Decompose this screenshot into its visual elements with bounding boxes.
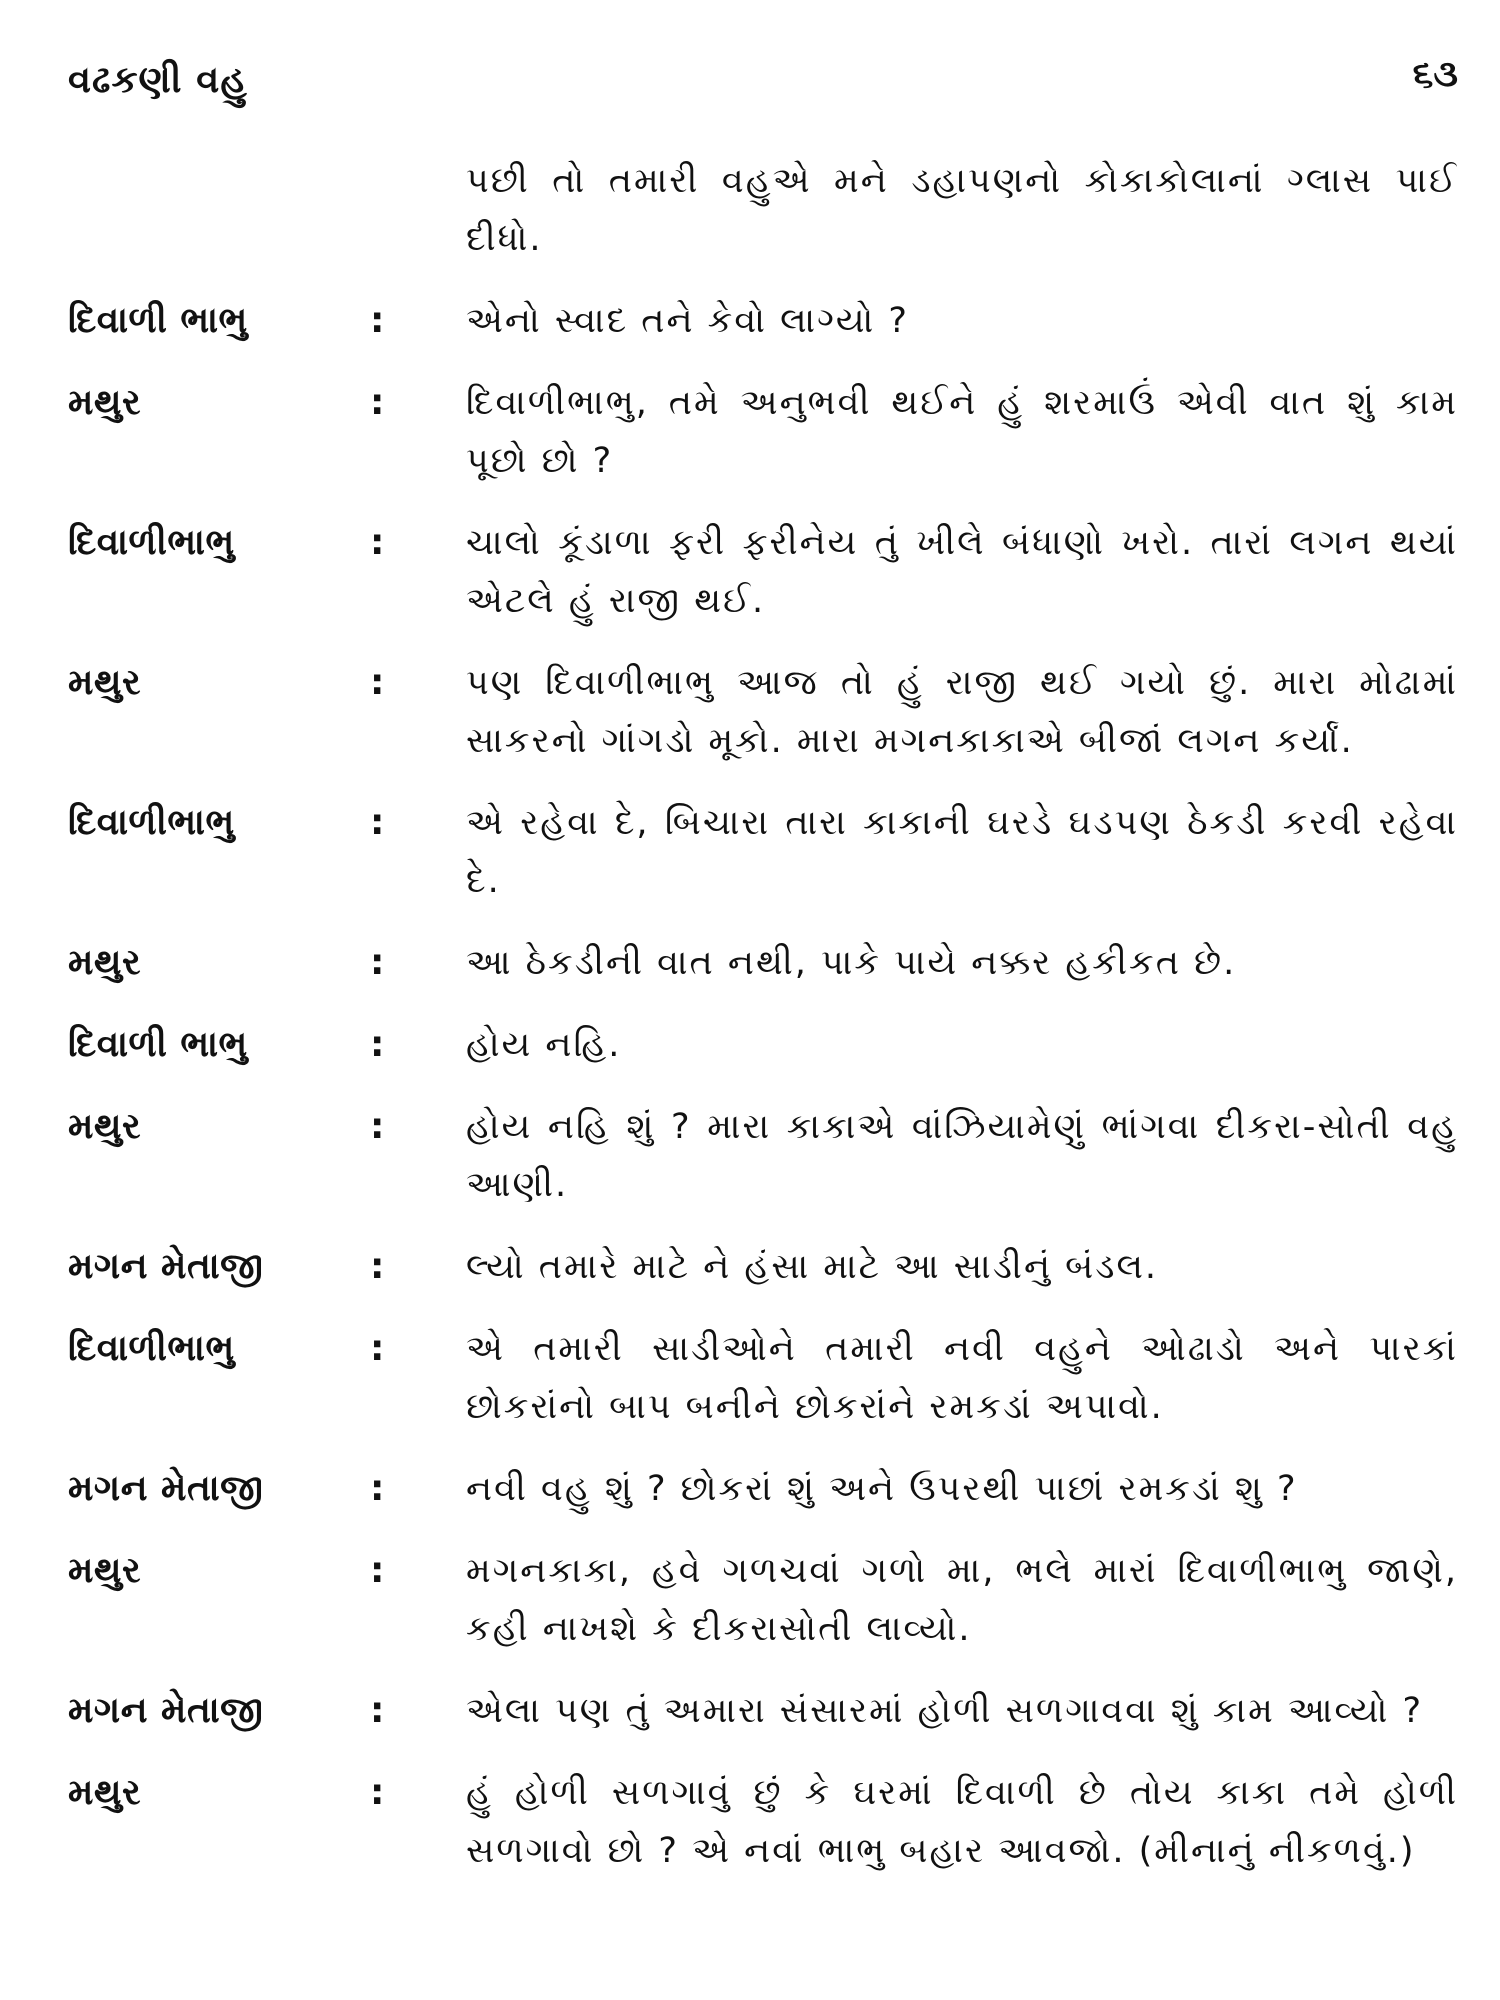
speaker-name: મથુર (68, 662, 142, 703)
speaker-name: મગન મેતાજી (68, 1690, 264, 1731)
dialogue-line (68, 1238, 1458, 1296)
speaker-separator: : (370, 382, 385, 423)
speech-text: એલા પણ તું અમારા સંસારમાં હોળી સળગાવવા શું કામ આવ્યો ? (466, 1691, 1424, 1731)
speaker-name: મથુર (68, 382, 142, 423)
speaker-name: દિવાળીભાભુ (68, 522, 235, 563)
speaker-name: દિવાળી ભાભુ (68, 1024, 248, 1065)
speaker-separator: : (370, 1106, 385, 1147)
speaker-separator: : (370, 1468, 385, 1509)
speaker-name: દિવાળીભાભુ (68, 802, 235, 843)
speech-text: હું હોળી સળગાવું છું કે ઘરમાં દિવાળી છે તોય કાકા તમે હોળી સળગાવો છો ? એ નવાં ભાભુ બહાર આવજો. (મીનાનું નીકળવું.) (466, 1773, 1458, 1871)
speaker-name: મથુર (68, 942, 142, 983)
dialogue-line (68, 1016, 1458, 1074)
dialogue-continuation (68, 152, 1458, 268)
speaker-separator: : (370, 662, 385, 703)
speech-text: ચાલો કૂંડાળા ફરી ફરીનેય તું ખીલે બંધાણો ખરો. તારાં લગન થયાં એટલે હું રાજી થઈ. (466, 523, 1458, 621)
speech-text: દિવાળીભાભુ, તમે અનુભવી થઈને હું શરમાઉં એવી વાત શું કામ પૂછો છો ? (466, 383, 1458, 481)
dialogue-line (68, 1682, 1458, 1740)
running-title: વઢકણી વહુ (68, 58, 248, 101)
speaker-name: મથુર (68, 1772, 142, 1813)
page-number: ૬૩ (1412, 52, 1458, 95)
speaker-separator: : (370, 1246, 385, 1287)
speaker-separator: : (370, 300, 385, 341)
speaker-separator: : (370, 1550, 385, 1591)
dialogue-line (68, 1460, 1458, 1518)
speaker-separator: : (370, 1690, 385, 1731)
speaker-name: મગન મેતાજી (68, 1246, 264, 1287)
speech-text: હોય નહિ. (466, 1025, 622, 1065)
speech-text: પછી તો તમારી વહુએ મને ડહાપણનો કોકાકોલાનાં ગ્લાસ પાઈ દીધો. (466, 161, 1458, 259)
dialogue-line (68, 292, 1458, 350)
speaker-separator: : (370, 802, 385, 843)
speech-text: એનો સ્વાદ તને કેવો લાગ્યો ? (466, 301, 909, 341)
dialogue (68, 152, 1458, 1904)
speech-text: નવી વહુ શું ? છોકરાં શું અને ઉપરથી પાછાં રમકડાં શુ ? (466, 1469, 1298, 1509)
speech-text: મગનકાકા, હવે ગળચવાં ગળો મા, ભલે મારાં દિવાળીભાભુ જાણે, કહી નાખશે કે દીકરાસોતી લાવ્યો. (466, 1551, 1458, 1649)
speaker-name: મગન મેતાજી (68, 1468, 264, 1509)
speaker-name: મથુર (68, 1550, 142, 1591)
dialogue-line (68, 514, 1458, 630)
speaker-separator: : (370, 942, 385, 983)
speaker-name: દિવાળી ભાભુ (68, 300, 248, 341)
dialogue-line (68, 654, 1458, 770)
speaker-separator: : (370, 1024, 385, 1065)
speech-text: લ્યો તમારે માટે ને હંસા માટે આ સાડીનું બંડલ. (466, 1247, 1159, 1287)
speaker-separator: : (370, 1772, 385, 1813)
speech-text: એ રહેવા દે, બિચારા તારા કાકાની ઘરડે ઘડપણ ઠેકડી કરવી રહેવા દે. (466, 803, 1458, 901)
dialogue-line (68, 934, 1458, 992)
dialogue-line (68, 1764, 1458, 1880)
speaker-separator: : (370, 522, 385, 563)
speech-text: હોય નહિ શું ? મારા કાકાએ વાંઝિયામેણું ભાંગવા દીકરા-સોતી વહુ આણી. (466, 1107, 1458, 1205)
dialogue-line (68, 1098, 1458, 1214)
dialogue-line (68, 794, 1458, 910)
speaker-name: મથુર (68, 1106, 142, 1147)
dialogue-line (68, 1320, 1458, 1436)
dialogue-line (68, 1542, 1458, 1658)
speech-text: આ ઠેકડીની વાત નથી, પાકે પાયે નક્કર હકીકત છે. (466, 943, 1237, 983)
dialogue-line (68, 374, 1458, 490)
speaker-separator: : (370, 1328, 385, 1369)
speaker-name: દિવાળીભાભુ (68, 1328, 235, 1369)
speech-text: એ તમારી સાડીઓને તમારી નવી વહુને ઓઢાડો અને પારકાં છોકરાંનો બાપ બનીને છોકરાંને રમકડાં અપાવો. (466, 1329, 1458, 1427)
speech-text: પણ દિવાળીભાભુ આજ તો હું રાજી થઈ ગયો છું. મારા મોઢામાં સાકરનો ગાંગડો મૂકો. મારા મગનકાકાએ બીજાં લગન કર્યાં. (466, 663, 1458, 761)
